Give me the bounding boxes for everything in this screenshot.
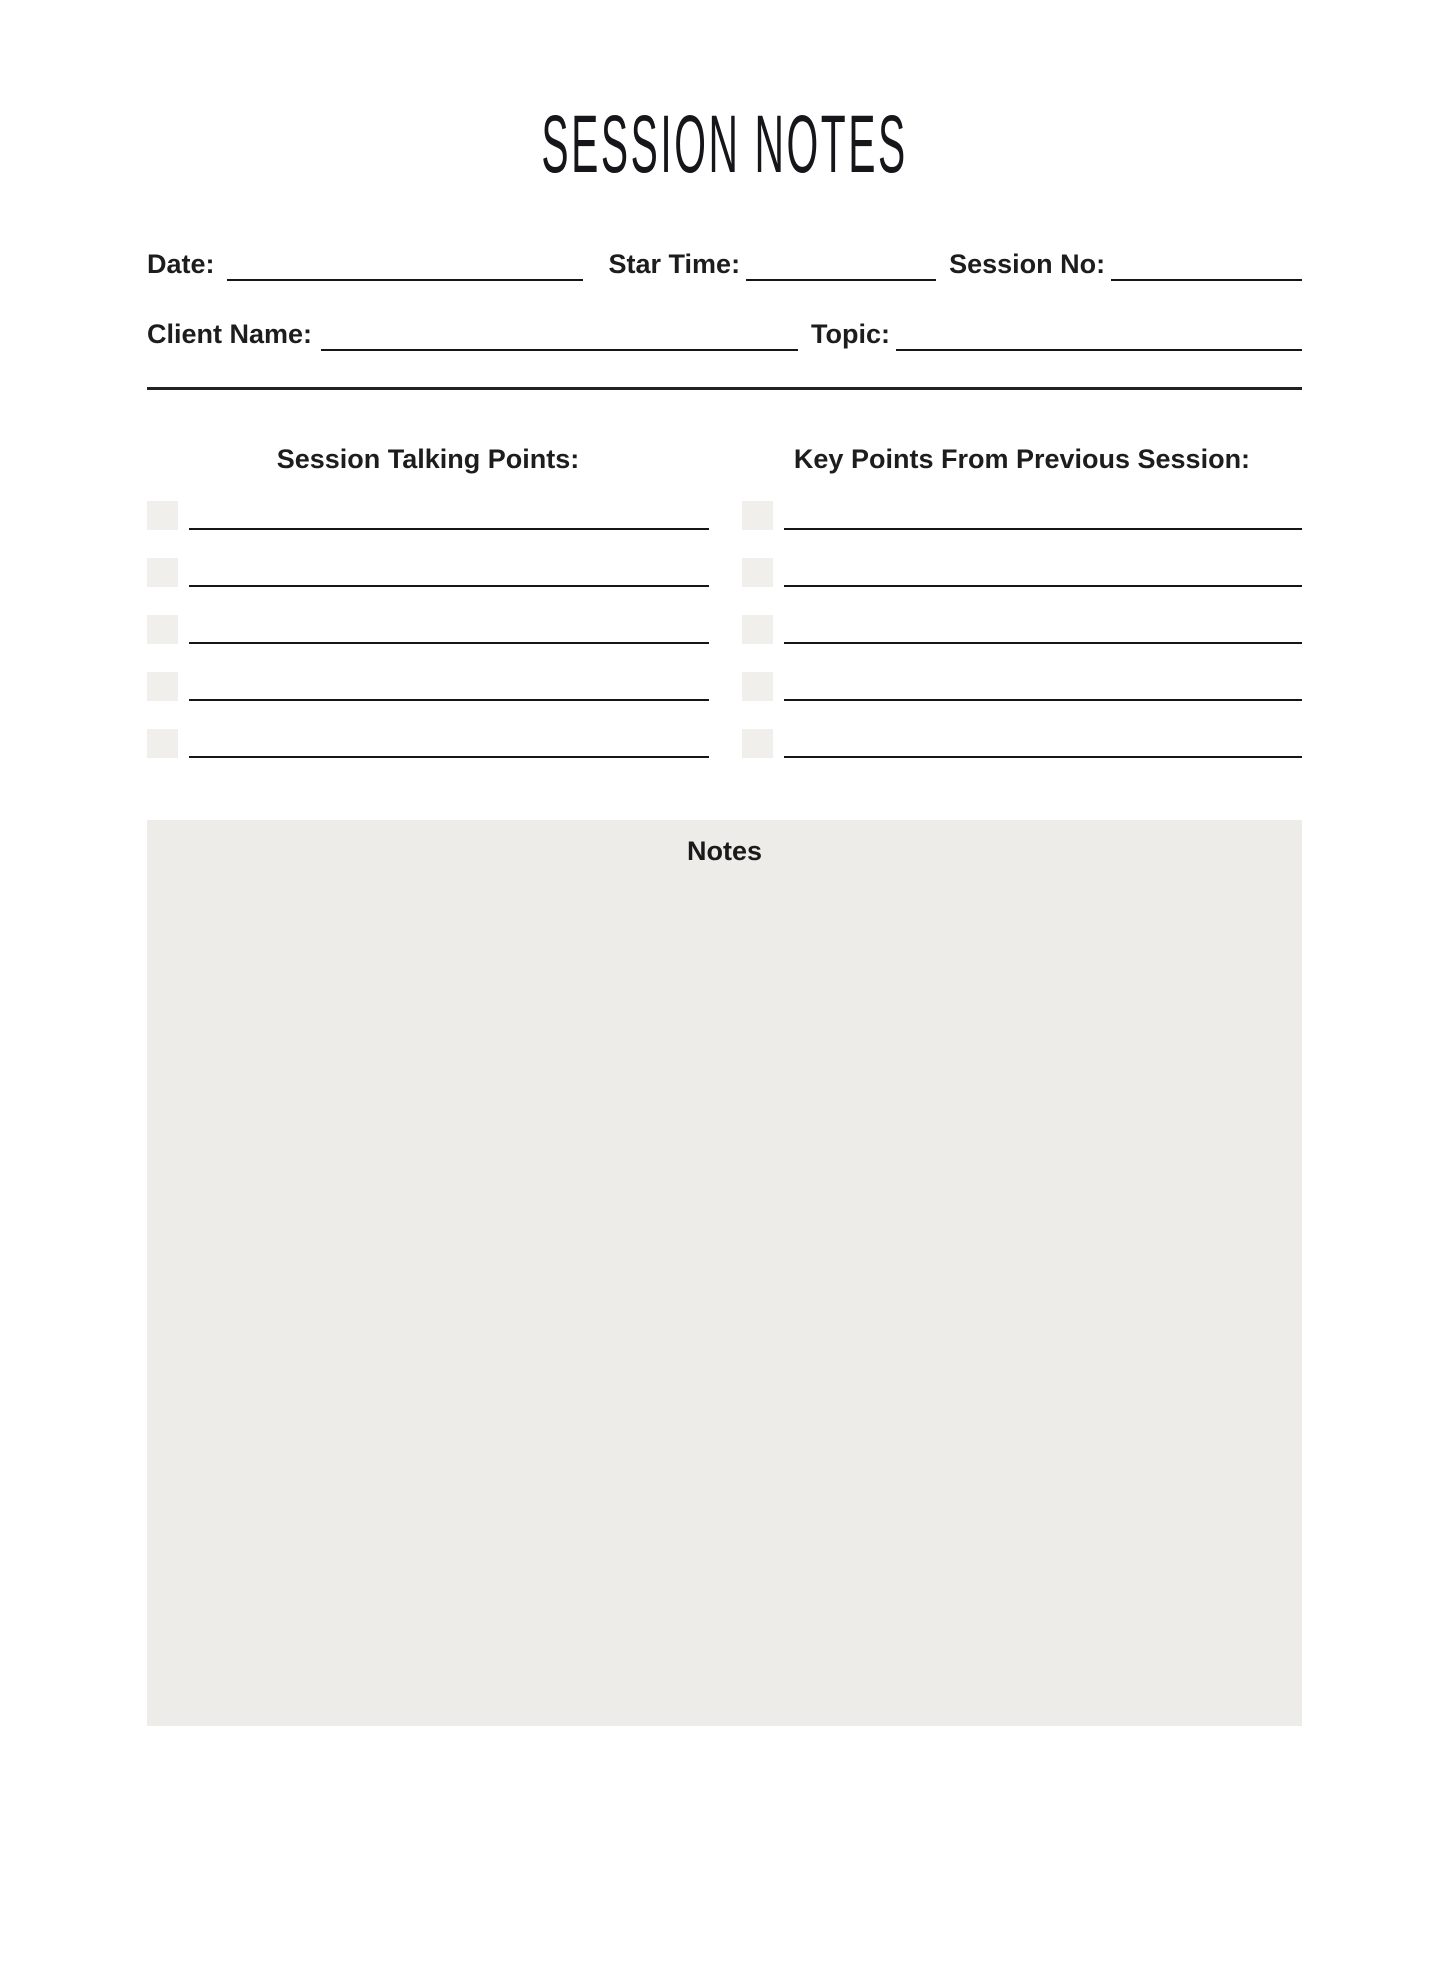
previous-session-row	[742, 672, 1302, 701]
checklist-columns	[147, 442, 1302, 758]
talking-points-section	[147, 442, 709, 758]
checkbox[interactable]	[742, 615, 773, 644]
start-time-label: Star Time:	[608, 249, 741, 279]
previous-session-input-line[interactable]	[784, 672, 1302, 701]
previous-session-input-line[interactable]	[784, 558, 1302, 587]
date-label: Date:	[147, 249, 215, 279]
checkbox[interactable]	[742, 672, 773, 701]
checkbox[interactable]	[147, 672, 178, 701]
session-no-input-line[interactable]	[1111, 269, 1302, 281]
checkbox[interactable]	[742, 729, 773, 758]
talking-points-heading: Session Talking Points:	[276, 444, 580, 474]
start-time-input-line[interactable]	[746, 269, 936, 281]
title-wrap	[147, 98, 1302, 192]
session-no-label: Session No:	[949, 249, 1106, 279]
notes-area[interactable]	[147, 820, 1302, 1726]
talking-point-input-line[interactable]	[189, 615, 709, 644]
page-title: SESSION NOTES	[541, 99, 908, 191]
checkbox[interactable]	[147, 729, 178, 758]
previous-session-list	[742, 501, 1302, 758]
topic-label: Topic:	[811, 319, 891, 349]
checkbox[interactable]	[147, 558, 178, 587]
topic-input-line[interactable]	[896, 339, 1302, 351]
talking-point-input-line[interactable]	[189, 729, 709, 758]
previous-session-input-line[interactable]	[784, 501, 1302, 530]
client-name-label: Client Name:	[147, 319, 313, 349]
previous-session-row	[742, 501, 1302, 530]
previous-session-row	[742, 615, 1302, 644]
checkbox[interactable]	[147, 615, 178, 644]
talking-point-row	[147, 501, 709, 530]
checkbox[interactable]	[742, 501, 773, 530]
checkbox[interactable]	[147, 501, 178, 530]
talking-point-input-line[interactable]	[189, 672, 709, 701]
session-notes-page	[0, 98, 1445, 1726]
previous-session-row	[742, 729, 1302, 758]
previous-session-section	[742, 442, 1302, 758]
talking-point-input-line[interactable]	[189, 501, 709, 530]
previous-session-heading: Key Points From Previous Session:	[793, 444, 1251, 474]
previous-session-row	[742, 558, 1302, 587]
client-name-input-line[interactable]	[321, 339, 798, 351]
talking-point-row	[147, 615, 709, 644]
previous-session-input-line[interactable]	[784, 729, 1302, 758]
field-row-client-topic	[147, 317, 1302, 351]
talking-point-row	[147, 558, 709, 587]
talking-points-list	[147, 501, 709, 758]
date-input-line[interactable]	[227, 269, 583, 281]
talking-point-row	[147, 729, 709, 758]
field-row-date-time-session	[147, 247, 1302, 281]
talking-point-row	[147, 672, 709, 701]
previous-session-input-line[interactable]	[784, 615, 1302, 644]
talking-point-input-line[interactable]	[189, 558, 709, 587]
notes-heading: Notes	[686, 836, 762, 866]
header-separator	[147, 387, 1302, 390]
checkbox[interactable]	[742, 558, 773, 587]
